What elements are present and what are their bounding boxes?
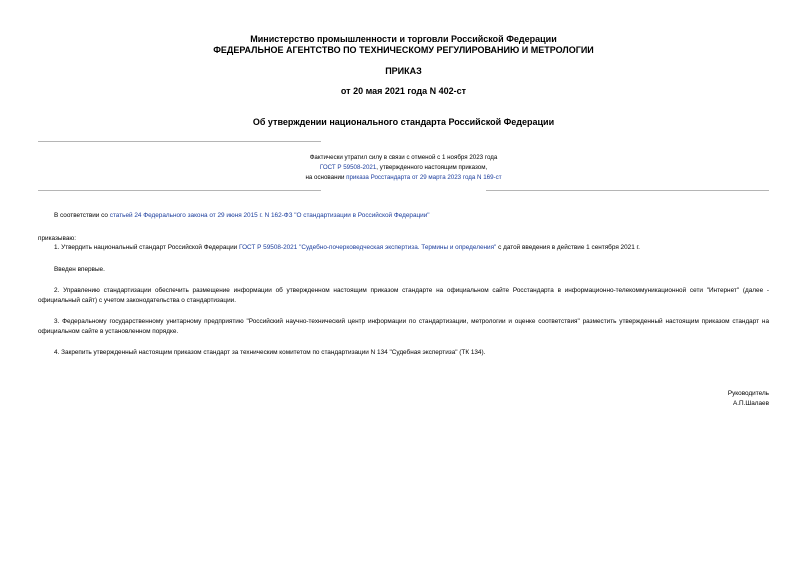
- doc-subject: Об утверждении национального стандарта Российской Федерации: [252, 117, 555, 127]
- signatory-name: А.П.Шалаев: [732, 400, 769, 407]
- paragraph-4: 4. Закрепить утвержденный настоящим приказом стандарт за техническим комитетом по стандартизации N 134 "Судебная экспертиза" (ТК 134).: [54, 349, 486, 356]
- note-line-3-text: на основании: [305, 174, 347, 181]
- intro-text: В соответствии со: [54, 212, 110, 219]
- paragraph-3: 3. Федеральному государственному унитарному предприятию "Российский научно-технический центр информации по стандартизации, метрологии и оценке соответствия" разместить утвержденный настоящим приказом стандарт на официальном сайте в установленном порядке.: [38, 318, 769, 335]
- rosstandart-order-link[interactable]: приказа Росстандарта от 29 марта 2023 года N 169-ст: [346, 174, 502, 181]
- note-line-2: [0, 164, 807, 172]
- gost-standard-link[interactable]: ГОСТ Р 59508-2021 "Судебно-почерковедческая экспертиза. Термины и определения": [238, 244, 497, 251]
- divider-top: [38, 141, 321, 142]
- signatory-position: Руководитель: [727, 390, 769, 397]
- introduced-note: Введен впервые.: [54, 266, 105, 273]
- paragraph-2: 2. Управлению стандартизации обеспечить размещение информации об утвержденном настоящим приказом стандарте на официальном сайте Росстандарта в информационно-телекоммуникационной сети "Интернет" (далее - официальный сайт) с учетом законодательства о стандартизации.: [38, 287, 769, 304]
- divider-bottom-left: [38, 190, 321, 191]
- agency-name: ФЕДЕРАЛЬНОЕ АГЕНТСТВО ПО ТЕХНИЧЕСКОМУ РЕГУЛИРОВАНИЮ И МЕТРОЛОГИИ: [213, 45, 594, 55]
- note-line-3: [0, 174, 807, 182]
- note-line-2-text: , утвержденного настоящим приказом,: [376, 164, 488, 171]
- paragraph-1-text-b: с датой введения в действие 1 сентября 2021 г.: [496, 244, 640, 251]
- paragraph-1: [54, 243, 774, 253]
- divider-bottom-right: [486, 190, 769, 191]
- gost-link[interactable]: ГОСТ Р 59508-2021: [319, 164, 377, 171]
- ministry-name: Министерство промышленности и торговли Российской Федерации: [250, 34, 557, 44]
- federal-law-link[interactable]: статьей 24 Федерального закона от 29 июня 2015 г. N 162-ФЗ "О стандартизации в Российской Федерации": [109, 212, 430, 219]
- doc-type: ПРИКАЗ: [385, 66, 422, 76]
- paragraph-1-text-a: 1. Утвердить национальный стандарт Российской Федерации: [54, 244, 239, 251]
- intro-paragraph: [54, 211, 774, 221]
- note-line-1: Фактически утратил силу в связи с отменой с 1 ноября 2023 года: [309, 154, 498, 161]
- ordering-word: приказываю:: [38, 235, 76, 242]
- doc-date-number: от 20 мая 2021 года N 402-ст: [340, 86, 467, 96]
